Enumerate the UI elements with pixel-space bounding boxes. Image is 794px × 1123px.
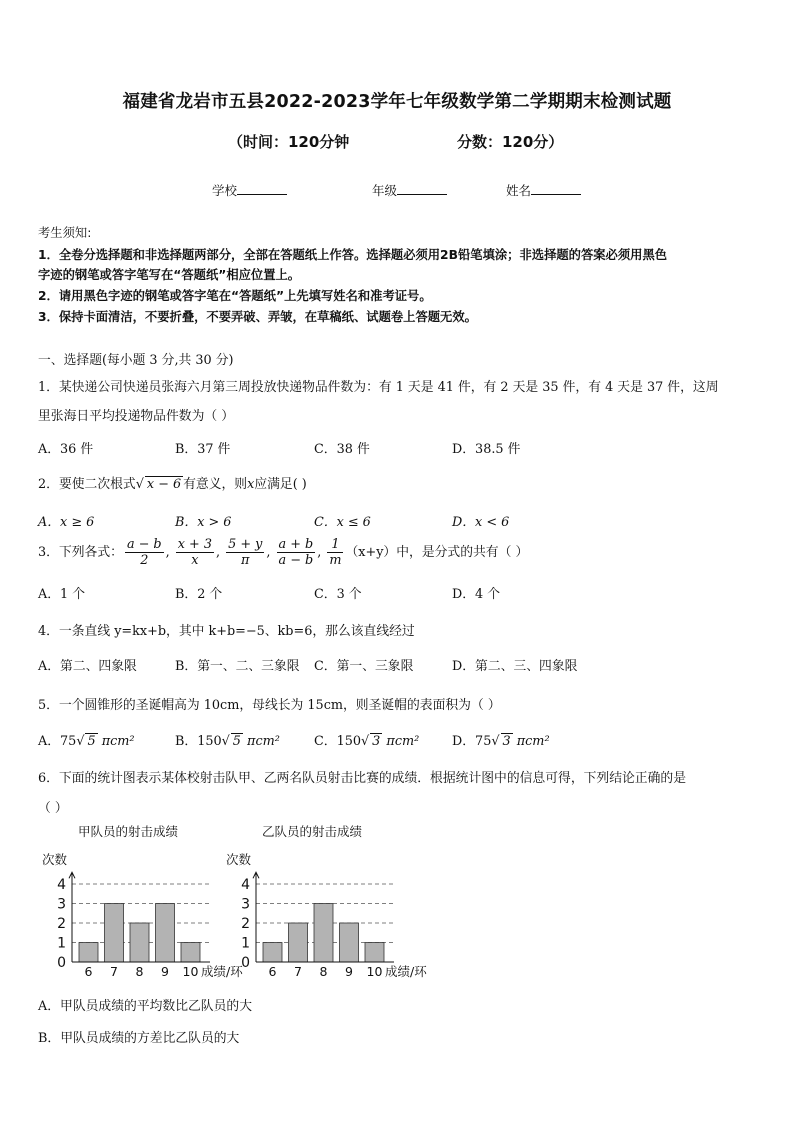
- q3-suffix: （x+y）中，是分式的共有（ ）: [345, 545, 529, 560]
- fraction-numerator: a − b: [126, 537, 162, 552]
- q3-fraction-4: [277, 537, 316, 568]
- q4-option-a[interactable]: A．第二、四象限: [38, 659, 137, 674]
- fraction-numerator: 5 + y: [228, 537, 263, 552]
- radical-sign: √: [76, 734, 85, 749]
- notice-heading: 考生须知:: [38, 226, 92, 240]
- q2-var: x: [247, 477, 255, 492]
- chart-yi-bar-9: [340, 923, 359, 962]
- chart-yi-ytick-4: 4: [241, 877, 250, 893]
- chart-yi-bar-6: [263, 943, 282, 963]
- q6-option-b[interactable]: B．甲队员成绩的方差比乙队员的大: [38, 1031, 240, 1046]
- notice-item-2: 2．请用黑色字迹的钢笔或答字笔在“答题纸”上先填写姓名和准考证号。: [38, 289, 432, 303]
- school-field: [212, 181, 287, 199]
- q1-option-a[interactable]: A．36 件: [38, 442, 94, 457]
- chart-jia-xtick-6: 6: [84, 964, 93, 979]
- q3-option-b[interactable]: B．2 个: [175, 587, 223, 602]
- chart-jia-xtick-7: 7: [110, 964, 118, 979]
- chart-jia-bar-10: [181, 943, 200, 963]
- radicand: 3: [502, 734, 511, 749]
- page-title: 福建省龙岩市五县2022-2023学年七年级数学第二学期期末检测试题: [122, 92, 672, 112]
- notice-item-3: 3．保持卡面清洁，不要折叠，不要弄破、弄皱，在草稿纸、试题卷上答题无效。: [38, 310, 477, 324]
- fraction-denominator: x: [191, 553, 199, 568]
- chart-jia-ytick-2: 2: [57, 916, 66, 932]
- q3-fraction-5: [327, 537, 343, 568]
- section-heading: 一、选择题(每小题 3 分,共 30 分): [38, 353, 234, 368]
- q1-text: 1．某快递公司快递员张海六月第三周投放快递物品件数为：有 1 天是 41 件，有 2 天是 35 件，有 4 天是 37 件，这周: [38, 380, 719, 395]
- chart-jia-ytick-0: 0: [57, 955, 66, 971]
- q1-option-c[interactable]: C．38 件: [314, 442, 370, 457]
- q5-option-b[interactable]: [175, 730, 280, 749]
- q4-option-b[interactable]: B．第一、二、三象限: [175, 659, 300, 674]
- unit: πcm²: [386, 734, 420, 749]
- unit: πcm²: [247, 734, 280, 749]
- school-label: 学校: [212, 183, 238, 198]
- option-label: C．150: [314, 734, 362, 749]
- chart-jia-bar-6: [79, 943, 98, 963]
- radicand: 3: [372, 734, 381, 749]
- fraction-numerator: 1: [327, 537, 343, 553]
- fraction-numerator: x + 3: [177, 537, 212, 552]
- exam-time: （时间：120分钟: [228, 133, 350, 151]
- q2-option-c[interactable]: C．x ≤ 6: [314, 515, 371, 530]
- chart-jia-xtick-9: 9: [161, 964, 169, 979]
- q3-option-a[interactable]: A．1 个: [38, 587, 86, 602]
- option-label: A．75: [38, 734, 77, 749]
- chart-yi-bar-7: [289, 923, 308, 962]
- name-blank[interactable]: [531, 182, 581, 195]
- school-blank[interactable]: [237, 182, 287, 195]
- name-label: 姓名: [506, 183, 532, 198]
- grade-blank[interactable]: [397, 182, 447, 195]
- radical-sign: √: [221, 734, 230, 749]
- chart-yi-ytick-2: 2: [241, 916, 250, 932]
- chart-jia-xlabel: 成绩/环: [201, 964, 243, 979]
- chart-yi-xtick-8: 8: [319, 964, 328, 979]
- q3-option-c[interactable]: C．3 个: [314, 587, 362, 602]
- chart-jia-bar-9: [156, 904, 175, 963]
- radical-sign: √: [491, 734, 500, 749]
- option-label: B．150: [175, 734, 222, 749]
- q2-radicand: x − 6: [146, 477, 182, 492]
- q6-text-cont: （ ）: [38, 801, 68, 816]
- q6-text: 6．下面的统计图表示某体校射击队甲、乙两名队员射击比赛的成绩．根据统计图中的信息可得，下列结论正确的是: [38, 771, 686, 786]
- chart-yi-title: 乙队员的射击成绩: [262, 824, 363, 839]
- q1-text-cont: 里张海日平均投递物品件数为（ ）: [38, 409, 235, 424]
- chart-yi-ytick-3: 3: [241, 896, 250, 913]
- q1-option-b[interactable]: B．37 件: [175, 442, 231, 457]
- fraction-denominator: m: [329, 553, 342, 568]
- chart-yi-xtick-10: 10: [366, 964, 383, 979]
- chart-jia-xtick-10: 10: [182, 964, 199, 979]
- fraction-denominator: a − b: [278, 553, 314, 568]
- q2-text: [38, 473, 307, 492]
- chart-yi-ylabel: 次数: [226, 852, 252, 867]
- radicand: 5: [87, 734, 96, 749]
- notice-item-1: 1．全卷分选择题和非选择题两部分，全部在答题纸上作答。选择题必须用2B铅笔填涂；非选择题的答案必须用黑色: [38, 248, 668, 262]
- option-label: D．75: [452, 734, 492, 749]
- grade-label: 年级: [372, 183, 398, 198]
- q4-text: 4．一条直线 y=kx+b，其中 k+b=−5、kb=6，那么该直线经过: [38, 624, 415, 639]
- grade-field: [372, 181, 447, 199]
- q3-fraction-2: [176, 537, 214, 568]
- shooting-score-charts: [30, 822, 450, 982]
- q2-suffix: 有意义，则: [183, 477, 248, 492]
- chart-yi-ytick-0: 0: [241, 955, 250, 971]
- chart-jia-bar-8: [130, 923, 149, 962]
- q2-suffix2: 应满足( ): [254, 477, 307, 492]
- fraction-denominator: π: [241, 553, 250, 568]
- q4-option-d[interactable]: D．第二、三、四象限: [452, 659, 578, 674]
- chart-jia-ytick-1: 1: [57, 935, 66, 952]
- q3-prefix: 3．下列各式：: [38, 545, 123, 560]
- chart-yi-xtick-6: 6: [268, 964, 277, 979]
- chart-jia-bar-7: [105, 904, 124, 963]
- radicand: 5: [232, 734, 241, 749]
- chart-jia-ytick-4: 4: [57, 877, 66, 893]
- q2-prefix: 2．要使二次根式: [38, 477, 136, 492]
- notice-item-1-cont: 字迹的钢笔或答字笔写在“答题纸”相应位置上。: [38, 268, 301, 282]
- q1-option-d[interactable]: D．38.5 件: [452, 442, 521, 457]
- chart-jia-title: 甲队员的射击成绩: [78, 824, 179, 839]
- q3-option-d[interactable]: D．4 个: [452, 587, 501, 602]
- fraction-numerator: a + b: [278, 537, 314, 552]
- radical-sign: √: [361, 734, 370, 749]
- q4-option-c[interactable]: C．第一、三象限: [314, 659, 414, 674]
- q2-option-d[interactable]: D．x < 6: [452, 515, 510, 530]
- fraction-denominator: 2: [140, 553, 149, 568]
- name-field: [506, 181, 581, 199]
- chart-jia-xtick-8: 8: [135, 964, 144, 979]
- q2-option-b[interactable]: B．x > 6: [175, 515, 232, 530]
- exam-score: 分数：120分）: [457, 133, 564, 151]
- chart-yi-ytick-1: 1: [241, 935, 250, 952]
- chart-yi-xtick-9: 9: [345, 964, 353, 979]
- chart-yi-bar-8: [314, 904, 333, 963]
- q5-text: 5．一个圆锥形的圣诞帽高为 10cm，母线长为 15cm，则圣诞帽的表面积为（ ）: [38, 698, 501, 713]
- q5-option-d[interactable]: [452, 730, 550, 749]
- q6-option-a[interactable]: A．甲队员成绩的平均数比乙队员的大: [38, 999, 252, 1014]
- q5-option-c[interactable]: [314, 730, 419, 749]
- q5-option-a[interactable]: [38, 730, 135, 749]
- chart-jia-ytick-3: 3: [57, 896, 66, 913]
- unit: πcm²: [516, 734, 550, 749]
- q3-fraction-3: [226, 537, 264, 568]
- radical-sign: √: [135, 477, 144, 492]
- q3-text: 3．下列各式： $\frac{a - b}{2}$ , $\frac{x + 3}{x}$ , $\frac{5 + y}{\pi}$ , $\frac{a + b}{a - b}$ , $\frac{1}{m}$ （x+y）中，是分式的共有（ ）: [38, 537, 529, 568]
- unit: πcm²: [101, 734, 135, 749]
- q3-fraction-1: [125, 537, 164, 568]
- q2-option-a[interactable]: A．x ≥ 6: [38, 515, 95, 530]
- chart-yi-xlabel: 成绩/环: [385, 964, 427, 979]
- chart-yi-bar-10: [365, 943, 384, 963]
- chart-jia-ylabel: 次数: [42, 852, 68, 867]
- chart-yi-xtick-7: 7: [294, 964, 302, 979]
